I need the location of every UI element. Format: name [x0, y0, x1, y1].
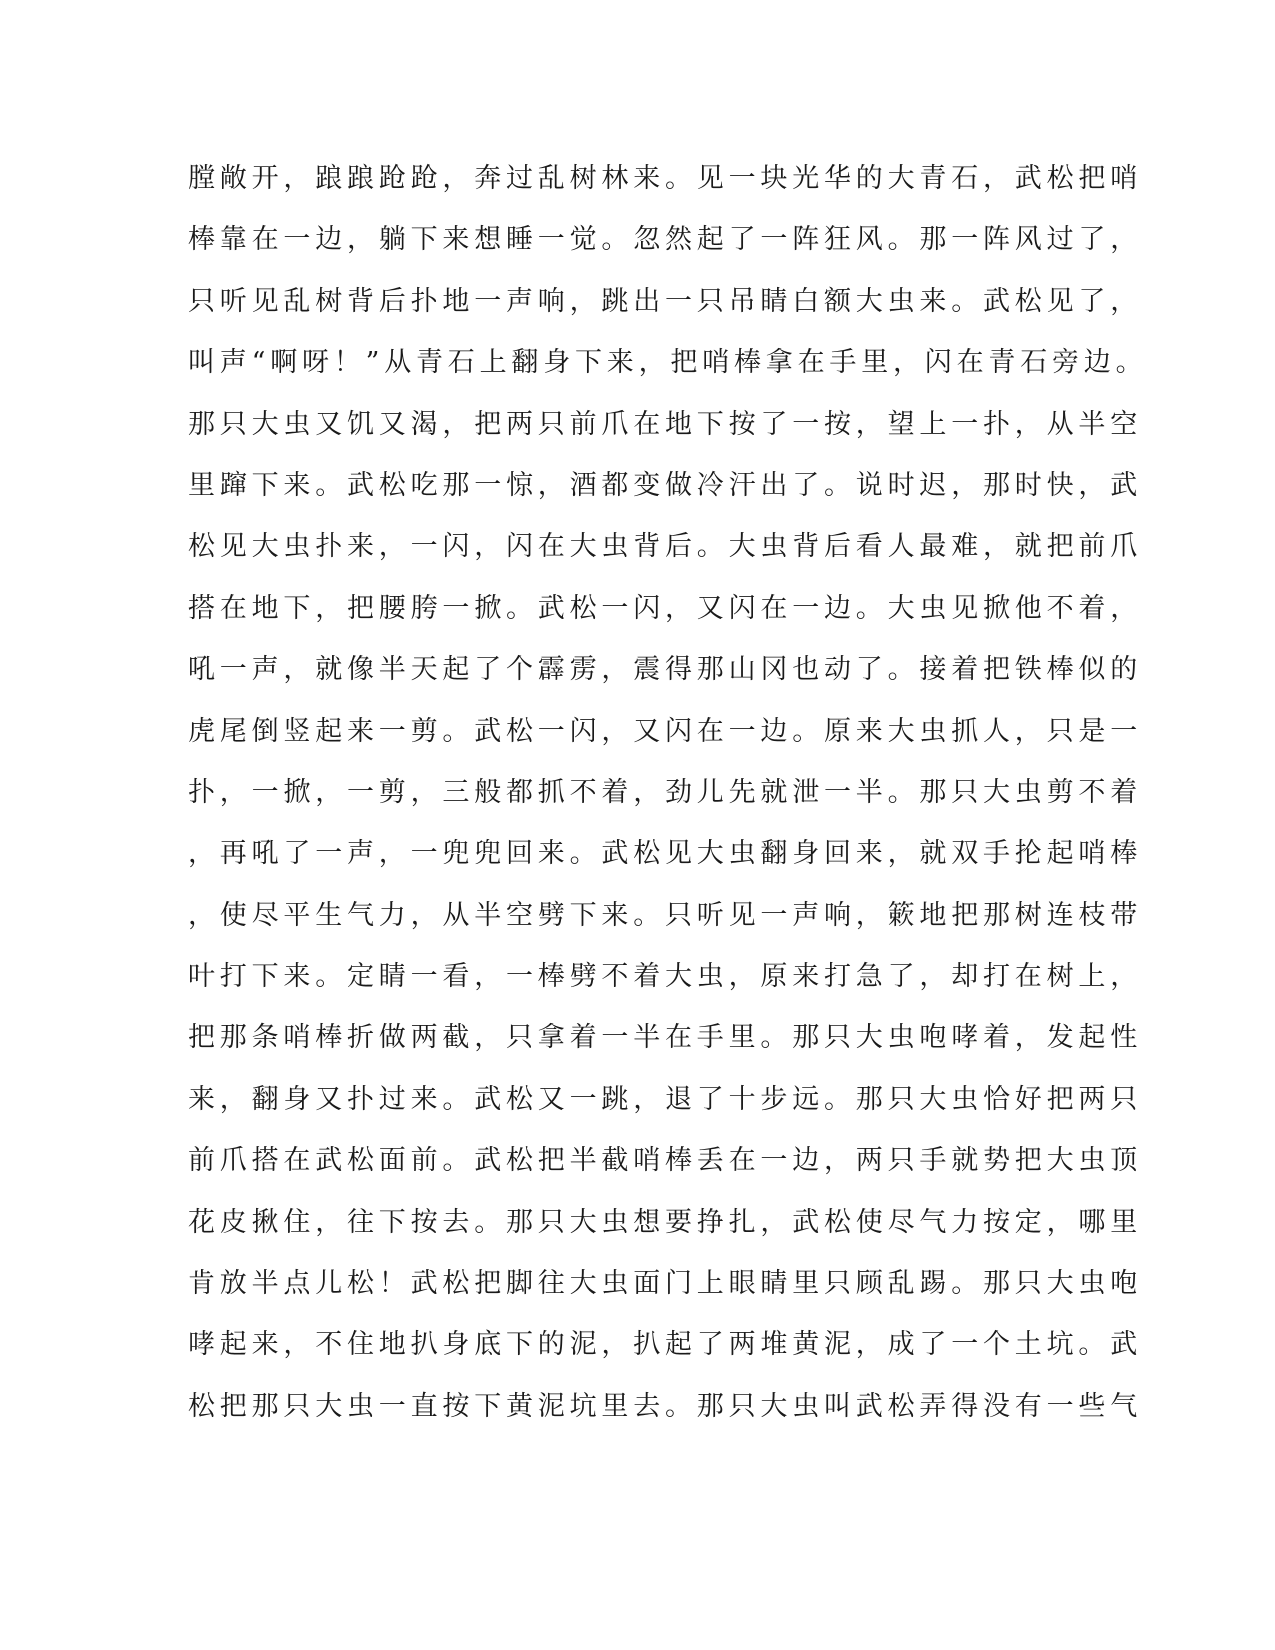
text-line-10: 虎尾倒竖起来一剪。武松一闪，又闪在一边。原来大虫抓人，只是一 — [188, 715, 1142, 747]
text-line-15: 把那条哨棒折做两截，只拿着一半在手里。那只大虫咆哮着，发起性 — [188, 1022, 1142, 1054]
text-line-1: 膛敞开，踉踉跄跄，奔过乱树林来。见一块光华的大青石，武松把哨 — [188, 163, 1142, 194]
body-text — [188, 160, 1148, 1449]
text-line-3: 只听见乱树背后扑地一声响，跳出一只吊睛白额大虫来。武松见了， — [188, 285, 1142, 317]
text-line-6: 里蹿下来。武松吃那一惊，酒都变做冷汗出了。说时迟，那时快，武 — [188, 469, 1142, 501]
text-line-18: 花皮揪住，往下按去。那只大虫想要挣扎，武松使尽气力按定，哪里 — [188, 1206, 1142, 1238]
text-line-9: 吼一声，就像半天起了个霹雳，震得那山冈也动了。接着把铁棒似的 — [188, 654, 1142, 686]
text-line-2: 棒靠在一边，躺下来想睡一觉。忽然起了一阵狂风。那一阵风过了， — [188, 224, 1142, 256]
text-line-21: 松把那只大虫一直按下黄泥坑里去。那只大虫叫武松弄得没有一些气 — [188, 1390, 1142, 1422]
text-line-4: 叫声“啊呀！”从青石上翻身下来，把哨棒拿在手里，闪在青石旁边。 — [188, 347, 1148, 379]
text-line-20: 哮起来，不住地扒身底下的泥，扒起了两堆黄泥，成了一个土坑。武 — [188, 1329, 1142, 1361]
text-line-8: 搭在地下，把腰胯一掀。武松一闪，又闪在一边。大虫见掀他不着， — [188, 592, 1142, 624]
text-line-7: 松见大虫扑来，一闪，闪在大虫背后。大虫背后看人最难，就把前爪 — [188, 531, 1142, 563]
text-line-16: 来，翻身又扑过来。武松又一跳，退了十步远。那只大虫恰好把两只 — [188, 1083, 1142, 1115]
text-line-12: ，再吼了一声，一兜兜回来。武松见大虫翻身回来，就双手抡起哨棒 — [188, 838, 1142, 870]
text-line-19: 肯放半点儿松！武松把脚往大虫面门上眼睛里只顾乱踢。那只大虫咆 — [188, 1268, 1142, 1300]
text-line-17: 前爪搭在武松面前。武松把半截哨棒丢在一边，两只手就势把大虫顶 — [188, 1145, 1142, 1177]
text-line-11: 扑，一掀，一剪，三般都抓不着，劲儿先就泄一半。那只大虫剪不着 — [188, 776, 1142, 808]
text-line-5: 那只大虫又饥又渴，把两只前爪在地下按了一按，望上一扑，从半空 — [188, 408, 1142, 440]
text-line-14: 叶打下来。定睛一看，一棒劈不着大虫，原来打急了，却打在树上， — [188, 961, 1142, 993]
text-line-13: ，使尽平生气力，从半空劈下来。只听见一声响，簌地把那树连枝带 — [188, 899, 1142, 931]
